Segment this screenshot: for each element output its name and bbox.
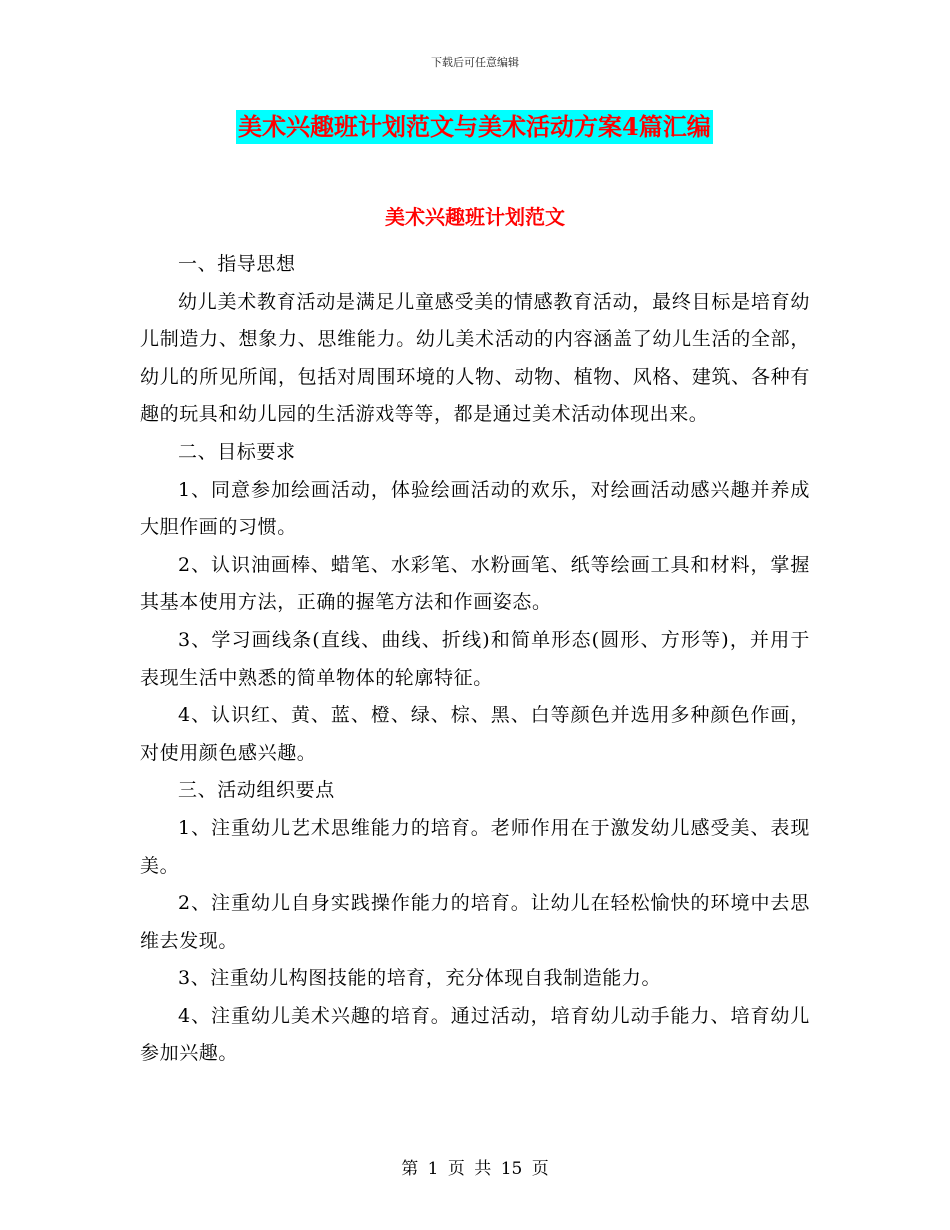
document-body <box>140 246 810 1073</box>
paragraph-point-4: 4、注重幼儿美术兴趣的培育。通过活动，培育幼儿动手能力、培育幼儿参加兴趣。 <box>140 1004 810 1065</box>
paragraph-goal-1: 1、同意参加绘画活动，体验绘画活动的欢乐，对绘画活动感兴趣并养成大胆作画的习惯。 <box>140 478 810 539</box>
paragraph-goal-4: 4、认识红、黄、蓝、橙、绿、棕、黑、白等颜色并选用多种颜色作画，对使用颜色感兴趣。 <box>140 704 810 764</box>
heading-guiding-thought: 一、指导思想 <box>178 253 296 275</box>
heading-goals: 二、目标要求 <box>178 440 296 463</box>
document-title: 美术兴趣班计划范文与美术活动方案4篇汇编 <box>236 110 713 144</box>
paragraph-guiding-thought: 幼儿美术教育活动是满足儿童感受美的情感教育活动，最终目标是培育幼儿制造力、想象力、思维能力。幼儿美术活动的内容涵盖了幼儿生活的全部，幼儿的所见所闻，包括对周围环境的人物、动物、植物、风格、建筑、各种有趣的玩具和幼儿园的生活游戏等等，都是通过美术活动体现出来。 <box>140 290 810 426</box>
paragraph-point-3: 3、注重幼儿构图技能的培育，充分体现自我制造能力。 <box>178 967 662 990</box>
heading-organization: 三、活动组织要点 <box>178 779 335 802</box>
page-number: 第 1 页 共 15 页 <box>401 1159 549 1179</box>
paragraph-point-2: 2、注重幼儿自身实践操作能力的培育。让幼儿在轻松愉快的环境中去思维去发现。 <box>140 892 810 952</box>
paragraph-goal-2: 2、认识油画棒、蜡笔、水彩笔、水粉画笔、纸等绘画工具和材料，掌握其基本使用方法，正确的握笔方法和作画姿态。 <box>140 553 810 614</box>
section-title: 美术兴趣班计划范文 <box>385 205 565 229</box>
paragraph-point-1: 1、注重幼儿艺术思维能力的培育。老师作用在于激发幼儿感受美、表现美。 <box>140 816 810 877</box>
paragraph-goal-3: 3、学习画线条(直线、曲线、折线)和简单形态(圆形、方形等)，并用于表现生活中熟悉的简单物体的轮廓特征。 <box>140 628 810 689</box>
header-note: 下载后可任意编辑 <box>431 56 519 69</box>
